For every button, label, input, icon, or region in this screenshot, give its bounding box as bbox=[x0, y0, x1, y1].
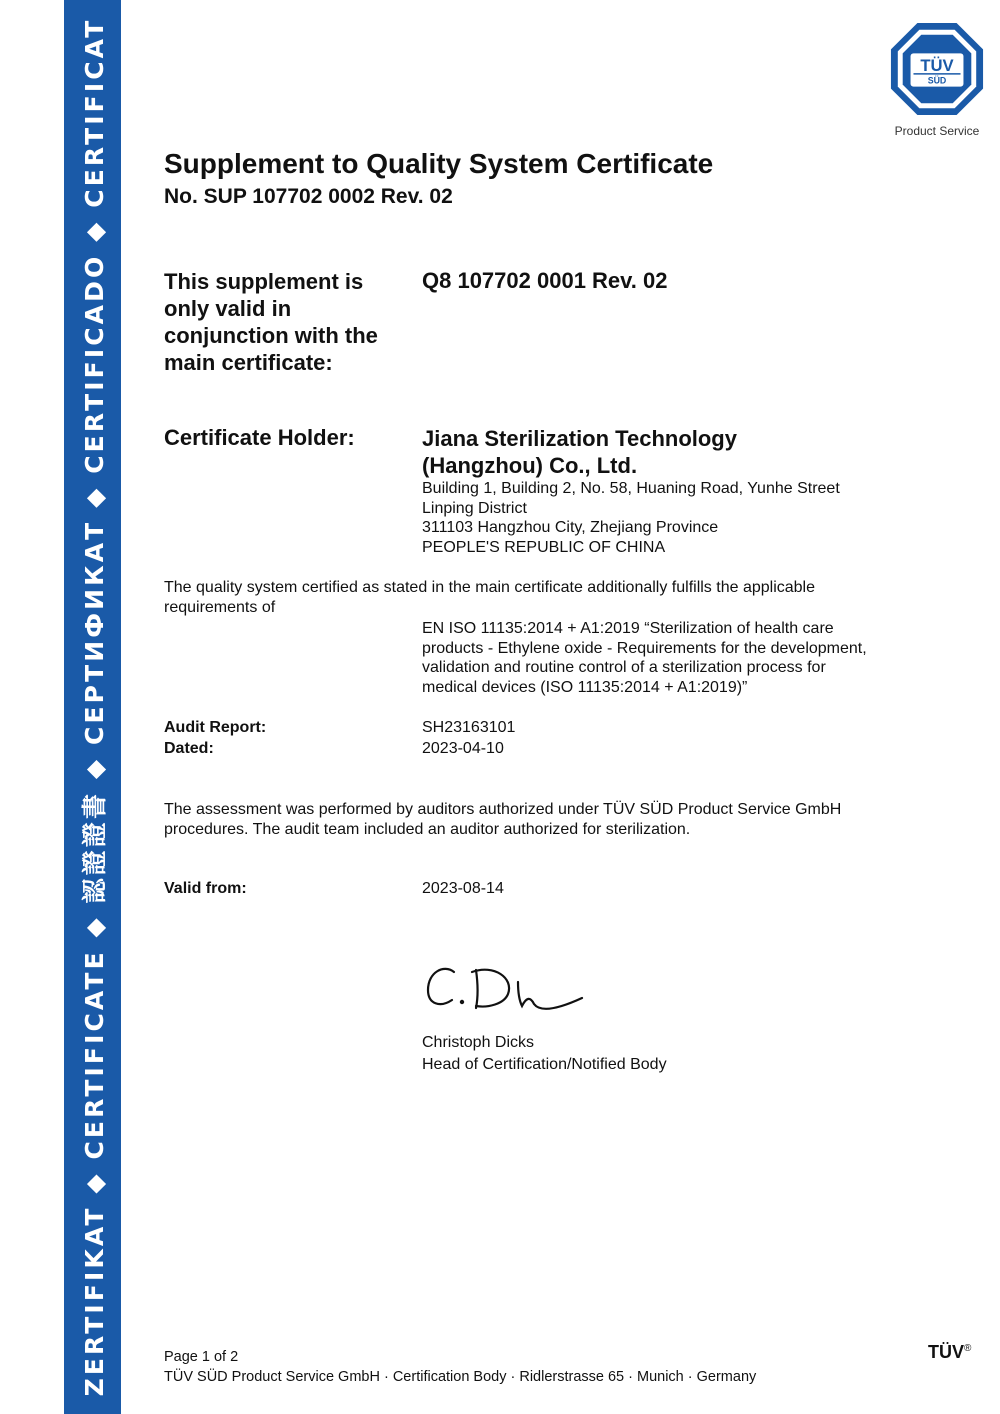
valid-from-label: Valid from: bbox=[164, 880, 247, 897]
registered-mark: ® bbox=[964, 1343, 972, 1354]
footer-mark-text: TÜV bbox=[928, 1342, 964, 1362]
standard-description: EN ISO 11135:2014 + A1:2019 “Sterilization of health care products - Ethylene oxide - Requirements for the development, validation and routine control of a sterilization process for medical devices (ISO 11135:2014 + A1:2019)” bbox=[422, 620, 867, 696]
dated-label: Dated: bbox=[164, 740, 214, 757]
address-line: 311103 Hangzhou City, Zhejiang Province bbox=[422, 519, 719, 536]
holder-label: Certificate Holder: bbox=[164, 425, 355, 450]
logo-caption: Product Service bbox=[894, 124, 980, 138]
logo-text-tuv: TÜV bbox=[920, 55, 954, 75]
certificate-sidebar bbox=[64, 0, 121, 1414]
page-number: Page 1 of 2 bbox=[164, 1349, 239, 1365]
address-line: Linping District bbox=[422, 499, 527, 517]
signatory-title: Head of Certification/Notified Body bbox=[422, 1056, 667, 1073]
footer-address: TÜV SÜD Product Service GmbH · Certification Body · Ridlerstrasse 65 · Munich · Germany bbox=[164, 1369, 757, 1385]
footer-tuv-mark bbox=[928, 1342, 971, 1363]
tuv-sud-logo-icon bbox=[888, 20, 986, 118]
certificate-number: No. SUP 107702 0002 Rev. 02 bbox=[164, 185, 453, 208]
dated-value: 2023-04-10 bbox=[422, 740, 504, 757]
audit-report-label: Audit Report: bbox=[164, 719, 267, 736]
certificate-title: Supplement to Quality System Certificate bbox=[164, 148, 714, 179]
main-certificate-number: Q8 107702 0001 Rev. 02 bbox=[422, 268, 668, 293]
holder-name: Jiana Sterilization Technology (Hangzhou) Co., Ltd. bbox=[422, 426, 737, 478]
footer bbox=[164, 1347, 756, 1387]
holder-address bbox=[422, 479, 840, 557]
requirements-intro: The quality system certified as stated in the main certificate additionally fulfills the applicable requirements of bbox=[164, 579, 815, 616]
assessment-statement: The assessment was performed by auditors authorized under TÜV SÜD Product Service GmbH procedures. The audit team included an auditor authorized for sterilization. bbox=[164, 801, 842, 838]
logo-text-sud: SÜD bbox=[927, 75, 947, 86]
signatory-block bbox=[422, 1032, 667, 1076]
signatory-name: Christoph Dicks bbox=[422, 1034, 535, 1051]
signature-icon bbox=[422, 960, 592, 1030]
address-line: Building 1, Building 2, No. 58, Huaning Road, Yunhe Street bbox=[422, 480, 840, 497]
sidebar-certificate-text: ZERTIFIKAT ◆ CERTIFICATE ◆ 認證證書 ◆ СЕРТИФИКАТ ◆ CERTIFICADO ◆ CERTIFICAT bbox=[79, 17, 109, 1397]
supplement-label: This supplement is only valid in conjunction with the main certificate: bbox=[164, 269, 378, 375]
audit-report-value: SH23163101 bbox=[422, 719, 516, 736]
address-line: PEOPLE'S REPUBLIC OF CHINA bbox=[422, 538, 666, 556]
valid-from-value: 2023-08-14 bbox=[422, 880, 504, 897]
